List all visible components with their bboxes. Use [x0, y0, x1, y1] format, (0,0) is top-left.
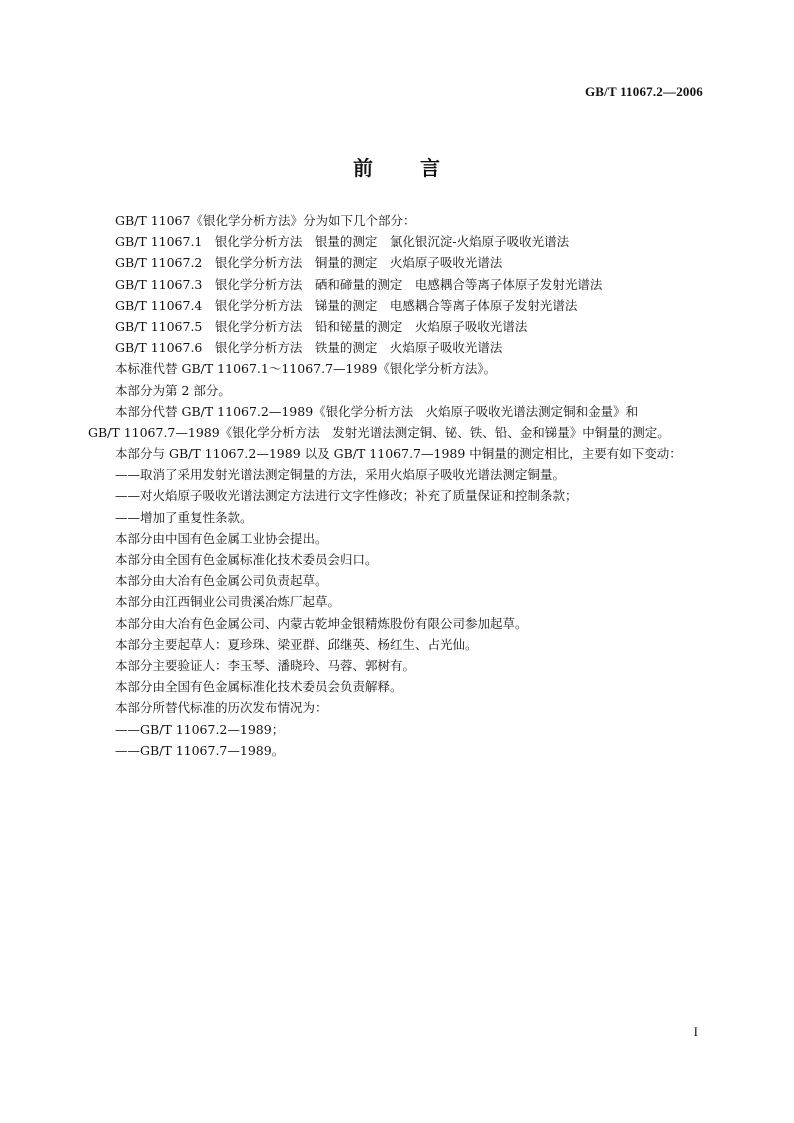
text-line-main-verifiers: 本部分主要验证人：李玉琴、潘晓玲、马蓉、郭树有。 [115, 657, 416, 673]
page-title [0, 152, 794, 181]
page-number: I [693, 1024, 698, 1039]
page-title-char-1: 前 [353, 156, 374, 180]
text-line-change-2: ——对火焰原子吸收光谱法测定方法进行文字性修改；补充了质量保证和控制条款； [115, 488, 578, 504]
text-line-replaces-detail-1: 本部分代替 GB/T 11067.2—1989《银化学分析方法 火焰原子吸收光谱法测定铜和金量》和 [115, 403, 639, 419]
text-line-changes-intro: 本部分与 GB/T 11067.2—1989 以及 GB/T 11067.7—1989 中铜量的测定相比，主要有如下变动： [115, 446, 682, 462]
text-line-history-intro: 本部分所替代标准的历次发布情况为： [115, 700, 328, 716]
text-line-part-6: GB/T 11067.6 银化学分析方法 铁量的测定 火焰原子吸收光谱法 [115, 340, 503, 356]
text-line-part-3: GB/T 11067.3 银化学分析方法 硒和碲量的测定 电感耦合等离子体原子发射光谱法 [115, 276, 603, 292]
text-line-part-number: 本部分为第 2 部分。 [115, 382, 231, 398]
text-line-proposed-by: 本部分由中国有色金属工业协会提出。 [115, 530, 328, 546]
foreword-body [88, 210, 708, 761]
text-line-history-2: ——GB/T 11067.7—1989。 [115, 742, 285, 758]
text-line-drafted-by: 本部分由江西铜业公司贵溪冶炼厂起草。 [115, 594, 341, 610]
text-line-change-3: ——增加了重复性条款。 [115, 509, 253, 525]
standard-code: GB/T 11067.2—2006 [584, 84, 703, 99]
text-line-part-5: GB/T 11067.5 银化学分析方法 铅和铋量的测定 火焰原子吸收光谱法 [115, 318, 528, 334]
text-line-part-1: GB/T 11067.1 银化学分析方法 银量的测定 氯化银沉淀-火焰原子吸收光谱法 [115, 234, 570, 250]
text-line-participated: 本部分由大冶有色金属公司、内蒙古乾坤金银精炼股份有限公司参加起草。 [115, 615, 528, 631]
text-line-part-4: GB/T 11067.4 银化学分析方法 锑量的测定 电感耦合等离子体原子发射光谱法 [115, 297, 578, 313]
text-line-history-1: ——GB/T 11067.2—1989； [115, 721, 285, 737]
text-line-parts-intro: GB/T 11067《银化学分析方法》分为如下几个部分： [115, 213, 416, 228]
text-line-centralized-by: 本部分由全国有色金属标准化技术委员会归口。 [115, 552, 378, 567]
text-line-replaces-detail-2: GB/T 11067.7—1989《银化学分析方法 发射光谱法测定铜、铋、铁、铅、金和锑量》中铜量的测定。 [88, 424, 670, 440]
text-line-main-drafters: 本部分主要起草人：夏珍珠、梁亚群、邱继英、杨红生、占光仙。 [115, 636, 478, 652]
text-line-interpreted-by: 本部分由全国有色金属标准化技术委员会负责解释。 [115, 679, 403, 695]
text-line-replaces: 本标准代替 GB/T 11067.1～11067.7—1989《银化学分析方法》。 [115, 361, 497, 377]
text-line-drafted-by-lead: 本部分由大冶有色金属公司负责起草。 [115, 573, 328, 589]
text-line-change-1: ——取消了采用发射光谱法测定铜量的方法，采用火焰原子吸收光谱法测定铜量。 [115, 467, 566, 483]
text-line-part-2: GB/T 11067.2 银化学分析方法 铜量的测定 火焰原子吸收光谱法 [115, 255, 503, 271]
page-title-char-2: 言 [420, 156, 441, 180]
